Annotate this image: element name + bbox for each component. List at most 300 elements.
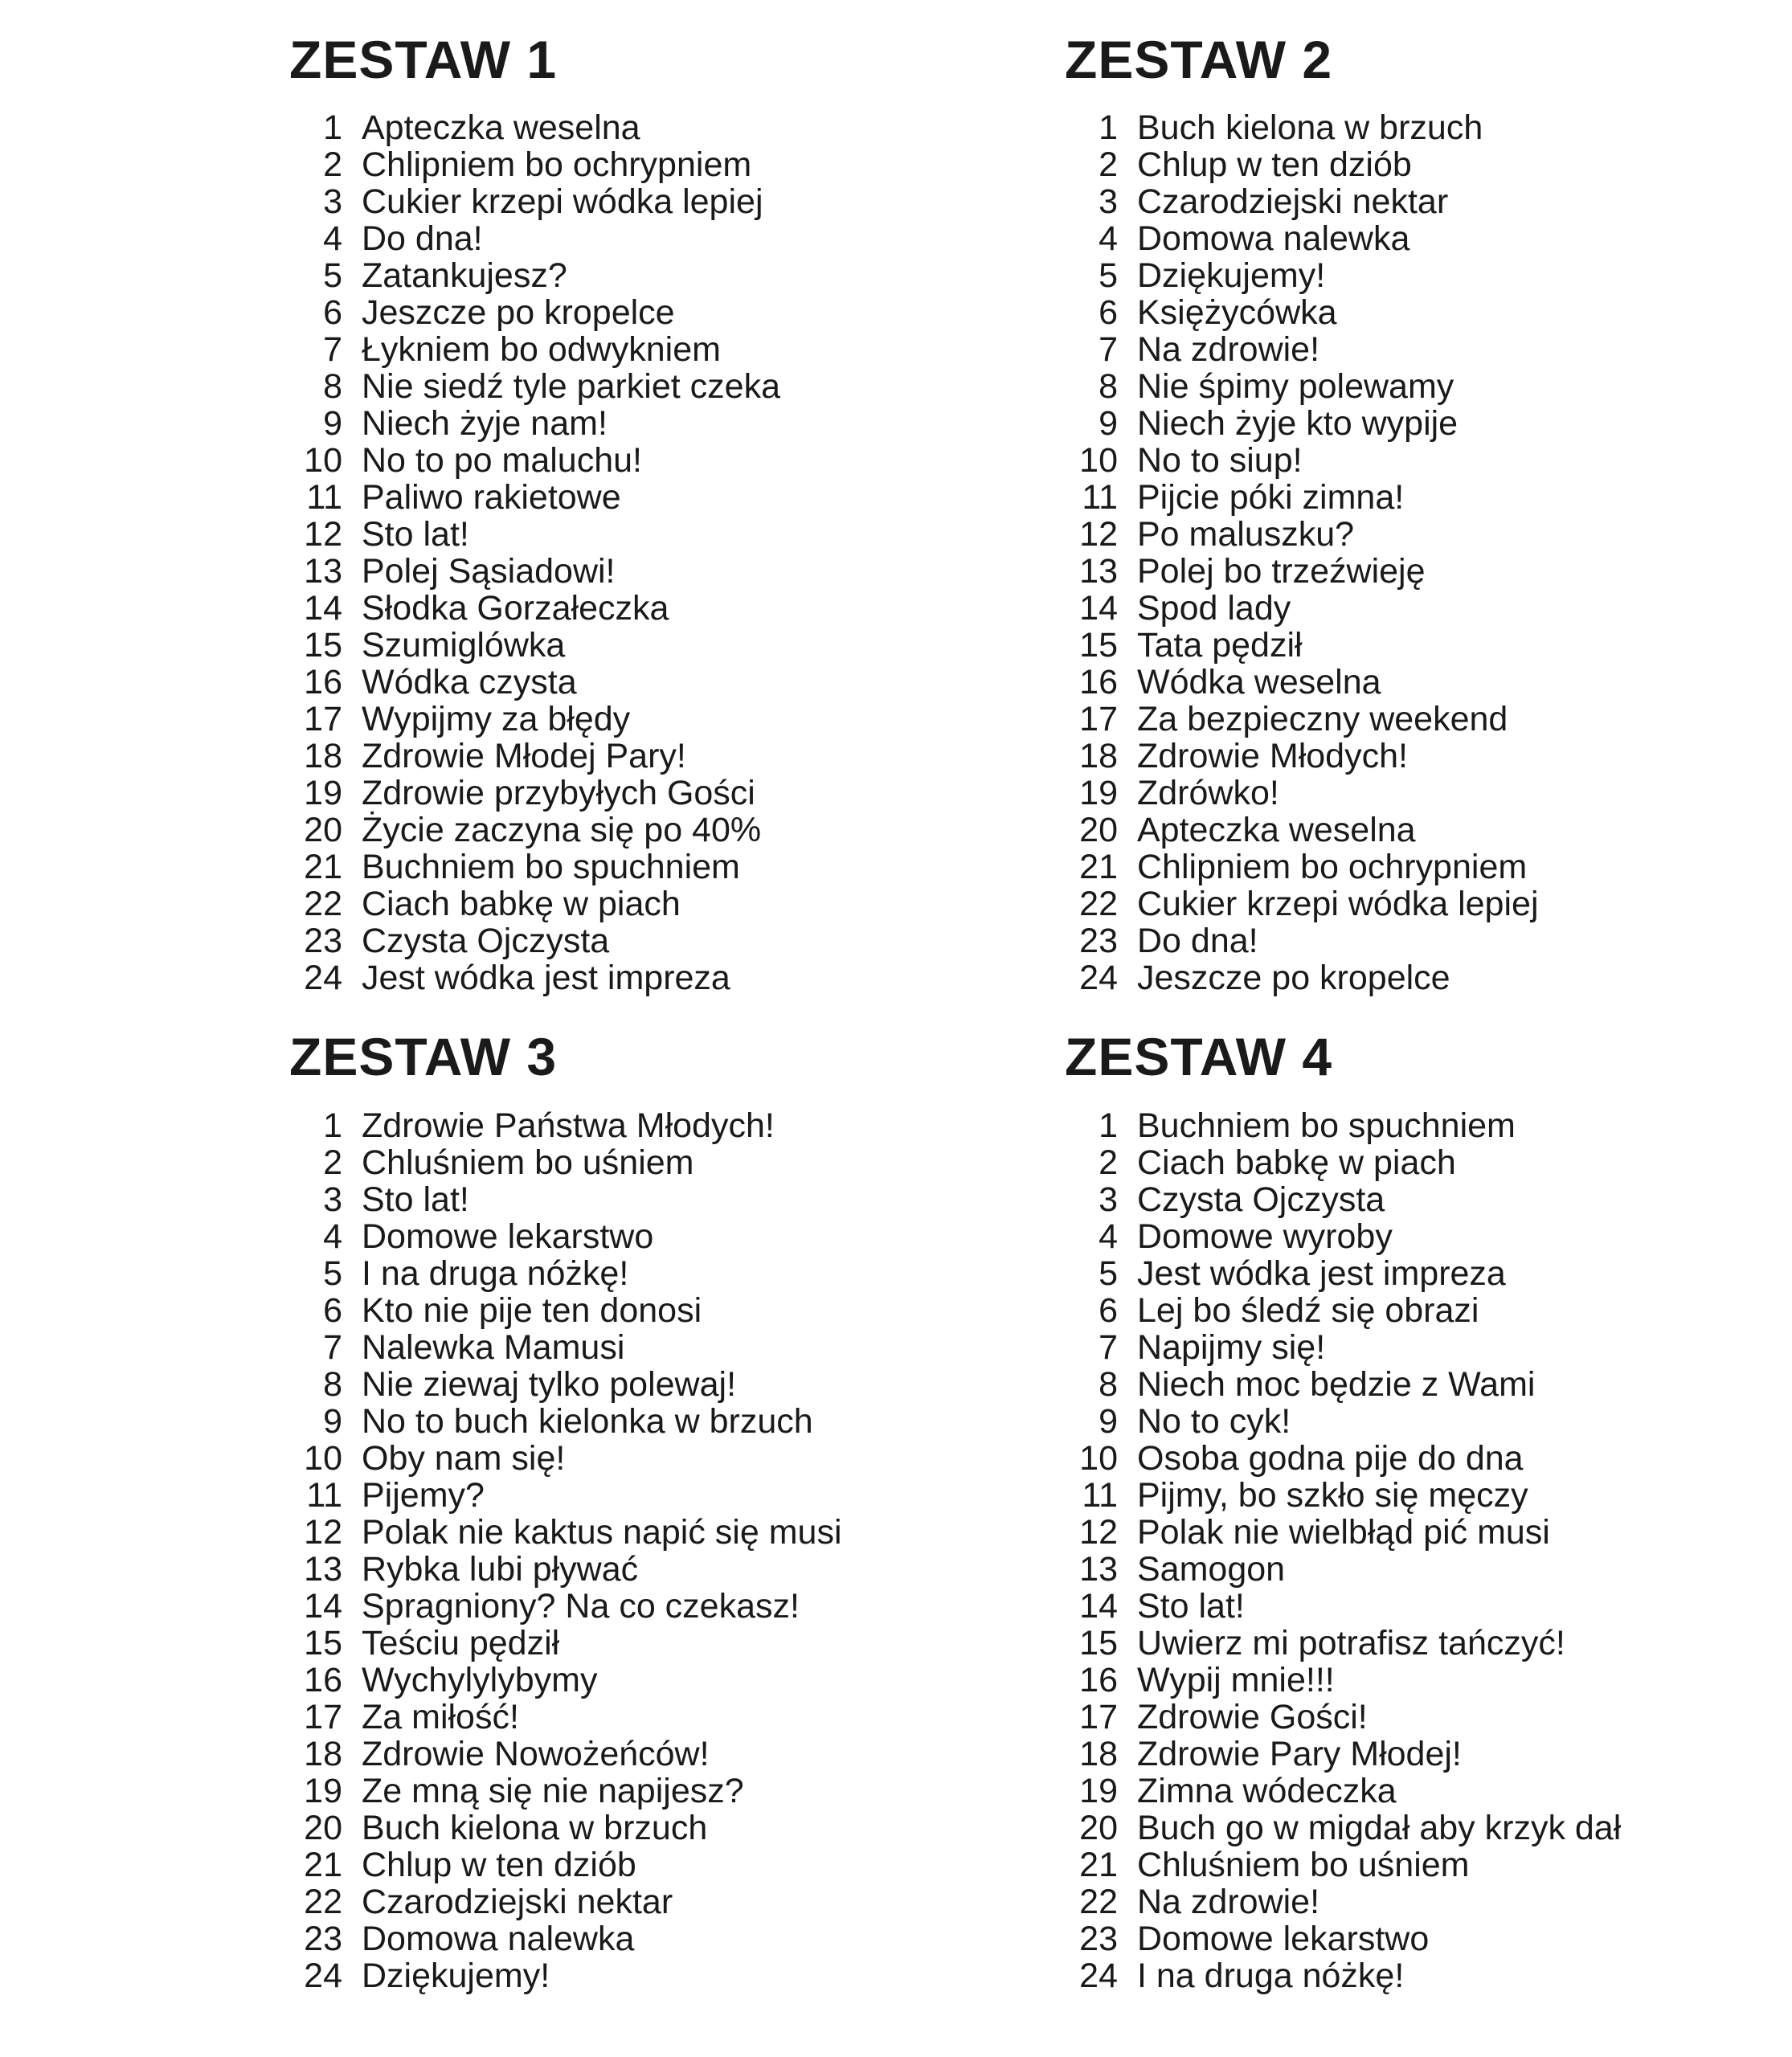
item-number: 19	[1079, 1771, 1118, 1810]
item-label: Nie siedź tyle parkiet czeka	[362, 367, 780, 407]
list-item	[289, 480, 896, 516]
item-number: 8	[1099, 1364, 1118, 1404]
item-number: 10	[1079, 1438, 1118, 1478]
list-item	[289, 1364, 896, 1404]
set-title-4: ZESTAW 4	[1065, 1027, 1333, 1087]
item-label: Uwierz mi potrafisz tańczyć!	[1137, 1623, 1565, 1662]
item-number: 4	[1099, 219, 1118, 259]
item-label: Niech moc będzie z Wami	[1137, 1364, 1536, 1404]
list-item	[1065, 591, 1736, 627]
item-label: Czarodziejski nektar	[1137, 182, 1449, 222]
item-number: 9	[1099, 404, 1118, 444]
item-number: 11	[1082, 478, 1118, 517]
item-number: 4	[323, 1217, 342, 1256]
item-number: 24	[304, 1956, 342, 1995]
item-label: Jeszcze po kropelce	[1137, 959, 1450, 998]
item-number: 20	[1079, 811, 1118, 850]
item-label: Kto nie pije ten donosi	[362, 1290, 702, 1330]
item-label: Chlup w ten dziób	[362, 1845, 636, 1884]
item-label: Zdrowie przybyłych Gości	[362, 774, 755, 813]
item-label: Domowe lekarstwo	[1137, 1919, 1430, 1958]
item-label: Buch kielona w brzuch	[362, 1808, 708, 1847]
list-item	[289, 738, 896, 775]
item-label: Rybka lubi pływać	[362, 1549, 639, 1589]
item-label: Zdrowie Państwa Młodych!	[362, 1106, 775, 1145]
list-item	[1065, 443, 1736, 479]
list-item	[289, 701, 896, 738]
list-item	[1065, 886, 1736, 922]
item-label: Niech żyje kto wypije	[1137, 404, 1459, 444]
item-label: No to buch kielonka w brzuch	[362, 1401, 813, 1441]
item-number: 22	[1079, 1882, 1118, 1921]
list-item	[289, 1253, 896, 1293]
list-item	[289, 1327, 896, 1367]
item-label: Zdrowie Młodych!	[1137, 737, 1408, 776]
item-label: Sto lat!	[362, 515, 469, 554]
item-label: Pijcie póki zimna!	[1137, 478, 1405, 517]
item-label: Spod lady	[1137, 589, 1291, 628]
list-item	[1065, 1364, 1736, 1404]
item-number: 15	[304, 626, 342, 665]
item-number: 3	[1099, 182, 1118, 222]
item-label: Zdrówko!	[1137, 774, 1279, 813]
item-number: 11	[306, 1475, 342, 1515]
item-number: 21	[304, 848, 342, 887]
item-label: Do dna!	[1137, 922, 1258, 961]
list-item	[289, 1290, 896, 1330]
list-item	[1065, 258, 1736, 294]
list-item	[289, 369, 896, 405]
list-item	[1065, 1108, 1736, 1144]
list-item	[1065, 1958, 1736, 1994]
item-number: 10	[304, 441, 342, 481]
list-item	[289, 1623, 896, 1662]
item-number: 15	[1079, 626, 1118, 665]
item-number: 12	[1079, 515, 1118, 554]
list-item	[289, 1586, 896, 1626]
list-item	[289, 1736, 896, 1773]
item-number: 13	[1079, 552, 1118, 591]
list-item	[289, 517, 896, 553]
set-list-4	[1065, 1108, 1736, 1994]
item-number: 1	[323, 108, 342, 148]
item-label: Apteczka weselna	[362, 108, 640, 148]
item-number: 2	[1099, 145, 1118, 185]
item-number: 16	[304, 1660, 342, 1699]
item-label: Za miłość!	[362, 1697, 519, 1736]
item-number: 11	[1082, 1475, 1118, 1515]
list-item	[289, 1884, 896, 1920]
item-label: Tata pędził	[1137, 626, 1303, 665]
item-label: Pijmy, bo szkło się męczy	[1137, 1475, 1528, 1515]
item-label: Czarodziejski nektar	[362, 1882, 673, 1921]
list-item	[289, 775, 896, 812]
set-list-2	[1065, 110, 1736, 996]
item-label: Wódka weselna	[1137, 663, 1381, 702]
item-label: Polak nie kaktus napić się musi	[362, 1512, 842, 1552]
item-number: 17	[1079, 1697, 1118, 1736]
list-item	[1065, 628, 1736, 664]
item-number: 5	[323, 1253, 342, 1293]
item-number: 22	[304, 885, 342, 924]
list-item	[289, 110, 896, 146]
list-item	[289, 406, 896, 442]
item-label: Polak nie wielbłąd pić musi	[1137, 1512, 1550, 1552]
item-label: Łykniem bo odwykniem	[362, 330, 721, 370]
set-list-3	[289, 1108, 896, 1994]
item-label: Jest wódka jest impreza	[362, 959, 730, 998]
set-panel-3	[56, 1029, 896, 1994]
list-item	[289, 1921, 896, 1957]
list-item	[1065, 849, 1736, 885]
list-item	[1065, 1921, 1736, 1957]
item-label: Jest wódka jest impreza	[1137, 1253, 1506, 1293]
item-number: 11	[306, 478, 342, 517]
set-panel-2	[896, 32, 1736, 997]
item-number: 12	[304, 515, 342, 554]
item-label: Buch kielona w brzuch	[1137, 108, 1483, 148]
item-number: 2	[323, 145, 342, 185]
item-number: 20	[304, 811, 342, 850]
list-item	[289, 221, 896, 257]
list-item	[289, 554, 896, 590]
list-item	[1065, 1549, 1736, 1589]
item-number: 13	[1079, 1549, 1118, 1589]
list-item	[1065, 1475, 1736, 1515]
item-label: Paliwo rakietowe	[362, 478, 621, 517]
item-label: Zimna wódeczka	[1137, 1771, 1397, 1810]
item-label: Oby nam się!	[362, 1438, 566, 1478]
item-number: 9	[323, 1401, 342, 1441]
item-label: Wypijmy za błędy	[362, 700, 631, 739]
list-item	[1065, 332, 1736, 368]
list-item	[289, 591, 896, 627]
list-item	[1065, 1290, 1736, 1330]
item-number: 16	[304, 663, 342, 702]
item-number: 15	[1079, 1623, 1118, 1662]
item-label: I na druga nóżkę!	[362, 1253, 629, 1293]
item-number: 16	[1079, 663, 1118, 702]
item-label: Za bezpieczny weekend	[1137, 700, 1508, 739]
item-number: 18	[1079, 737, 1118, 776]
item-label: Apteczka weselna	[1137, 811, 1416, 850]
item-number: 17	[304, 1697, 342, 1736]
item-number: 3	[323, 182, 342, 222]
item-label: Nie śpimy polewamy	[1137, 367, 1454, 407]
item-number: 17	[304, 700, 342, 739]
item-number: 7	[323, 1327, 342, 1367]
set-title-3: ZESTAW 3	[289, 1027, 558, 1087]
item-label: Ciach babkę w piach	[362, 885, 681, 924]
item-label: Zatankujesz?	[362, 256, 567, 296]
set-list-1	[289, 110, 896, 996]
list-item	[1065, 147, 1736, 183]
list-item	[1065, 812, 1736, 849]
item-number: 10	[1079, 441, 1118, 481]
list-item	[1065, 1884, 1736, 1920]
item-label: Osoba godna pije do dna	[1137, 1438, 1524, 1478]
item-label: Sto lat!	[1137, 1586, 1245, 1626]
item-number: 18	[304, 737, 342, 776]
item-number: 19	[1079, 774, 1118, 813]
list-item	[289, 1773, 896, 1810]
list-item	[1065, 295, 1736, 331]
item-label: Wypij mnie!!!	[1137, 1660, 1335, 1699]
item-label: Domowa nalewka	[1137, 219, 1410, 259]
list-item	[1065, 1586, 1736, 1626]
item-label: No to siup!	[1137, 441, 1303, 481]
list-item	[1065, 369, 1736, 405]
item-number: 13	[304, 552, 342, 591]
list-item	[1065, 1773, 1736, 1810]
item-label: Wódka czysta	[362, 663, 577, 702]
item-label: Ciach babkę w piach	[1137, 1143, 1456, 1182]
item-number: 10	[304, 1438, 342, 1478]
item-label: Buch go w migdał aby krzyk dał	[1137, 1808, 1622, 1847]
list-item	[1065, 1145, 1736, 1181]
item-label: Życie zaczyna się po 40%	[362, 811, 762, 850]
list-item	[289, 1475, 896, 1515]
item-number: 8	[323, 367, 342, 407]
item-number: 15	[304, 1623, 342, 1662]
item-number: 13	[304, 1549, 342, 1589]
list-item	[1065, 221, 1736, 257]
item-number: 21	[1079, 1845, 1118, 1884]
item-label: Zdrowie Młodej Pary!	[362, 737, 686, 776]
item-number: 6	[323, 1290, 342, 1330]
list-item	[289, 1512, 896, 1552]
item-number: 18	[304, 1734, 342, 1773]
list-item	[1065, 184, 1736, 220]
item-label: Dziękujemy!	[1137, 256, 1326, 296]
item-label: Zdrowie Nowożeńców!	[362, 1734, 710, 1773]
list-item	[289, 960, 896, 996]
list-item	[289, 1438, 896, 1478]
list-item	[1065, 775, 1736, 812]
list-item	[289, 1699, 896, 1736]
item-number: 22	[1079, 885, 1118, 924]
item-label: Chlipniem bo ochrypniem	[362, 145, 752, 185]
list-item	[1065, 1847, 1736, 1883]
list-item	[1065, 1699, 1736, 1736]
item-number: 14	[1079, 589, 1118, 628]
item-label: No to cyk!	[1137, 1401, 1291, 1441]
list-item	[289, 147, 896, 183]
item-label: Słodka Gorzałeczka	[362, 589, 669, 628]
item-number: 2	[323, 1143, 342, 1182]
item-number: 16	[1079, 1660, 1118, 1699]
item-number: 7	[1099, 1327, 1118, 1367]
list-item	[289, 1810, 896, 1846]
item-number: 3	[1099, 1180, 1118, 1219]
item-number: 14	[304, 589, 342, 628]
list-item	[1065, 1623, 1736, 1662]
list-item	[1065, 960, 1736, 996]
list-item	[289, 1549, 896, 1589]
list-item	[289, 1662, 896, 1699]
item-number: 23	[1079, 922, 1118, 961]
list-item	[1065, 1401, 1736, 1441]
item-label: Szumiglówka	[362, 626, 566, 665]
item-number: 23	[1079, 1919, 1118, 1958]
item-label: Niech żyje nam!	[362, 404, 608, 444]
set-panel-1	[56, 32, 896, 997]
item-number: 12	[1079, 1512, 1118, 1552]
item-number: 23	[304, 922, 342, 961]
item-number: 19	[304, 1771, 342, 1810]
item-number: 8	[1099, 367, 1118, 407]
item-number: 20	[304, 1808, 342, 1847]
item-number: 22	[304, 1882, 342, 1921]
item-number: 1	[1099, 108, 1118, 148]
list-item	[289, 812, 896, 849]
item-label: Samogon	[1137, 1549, 1286, 1589]
item-label: No to po maluchu!	[362, 441, 642, 481]
item-label: Czysta Ojczysta	[362, 922, 610, 961]
item-label: Czysta Ojczysta	[1137, 1180, 1385, 1219]
item-number: 7	[323, 330, 342, 370]
list-item	[289, 628, 896, 664]
list-item	[289, 184, 896, 220]
item-label: Spragniony? Na co czekasz!	[362, 1586, 800, 1626]
item-number: 3	[323, 1180, 342, 1219]
set-title-1: ZESTAW 1	[289, 30, 558, 89]
item-number: 24	[1079, 1956, 1118, 1995]
list-item	[289, 1108, 896, 1144]
list-item	[289, 886, 896, 922]
item-label: Zdrowie Pary Młodej!	[1137, 1734, 1462, 1773]
list-item	[289, 295, 896, 331]
item-label: Teściu pędził	[362, 1623, 560, 1662]
list-item	[1065, 1219, 1736, 1255]
item-number: 21	[304, 1845, 342, 1884]
list-item	[289, 1145, 896, 1181]
list-item	[289, 443, 896, 479]
list-item	[1065, 1253, 1736, 1293]
set-title-2: ZESTAW 2	[1065, 30, 1333, 89]
item-label: Chluśniem bo uśniem	[362, 1143, 694, 1182]
item-label: Buchniem bo spuchniem	[1137, 1106, 1516, 1145]
item-label: Lej bo śledź się obrazi	[1137, 1290, 1479, 1330]
item-number: 2	[1099, 1143, 1118, 1182]
item-label: Na zdrowie!	[1137, 330, 1320, 370]
list-item	[289, 258, 896, 294]
item-label: Chluśniem bo uśniem	[1137, 1845, 1470, 1884]
list-item	[1065, 406, 1736, 442]
item-number: 4	[323, 219, 342, 259]
list-item	[289, 1219, 896, 1255]
item-label: Wychylylybymy	[362, 1660, 598, 1699]
list-item	[289, 923, 896, 959]
item-label: Napijmy się!	[1137, 1327, 1326, 1367]
item-label: Buchniem bo spuchniem	[362, 848, 740, 887]
item-number: 1	[1099, 1106, 1118, 1145]
list-item	[1065, 517, 1736, 553]
item-number: 24	[304, 959, 342, 998]
list-item	[1065, 738, 1736, 775]
item-number: 4	[1099, 1217, 1118, 1256]
item-label: Domowe wyroby	[1137, 1217, 1393, 1256]
list-item	[289, 1401, 896, 1441]
item-label: Pijemy?	[362, 1475, 485, 1515]
item-label: Na zdrowie!	[1137, 1882, 1320, 1921]
item-label: Nalewka Mamusi	[362, 1327, 625, 1367]
list-item	[289, 849, 896, 885]
list-item	[289, 1958, 896, 1994]
item-number: 9	[323, 404, 342, 444]
item-label: Cukier krzepi wódka lepiej	[362, 182, 763, 222]
list-item	[289, 665, 896, 701]
item-label: Ze mną się nie napijesz?	[362, 1771, 744, 1810]
item-number: 21	[1079, 848, 1118, 887]
item-number: 19	[304, 774, 342, 813]
item-number: 17	[1079, 700, 1118, 739]
item-number: 6	[1099, 293, 1118, 333]
item-number: 12	[304, 1512, 342, 1552]
item-label: Domowe lekarstwo	[362, 1217, 654, 1256]
list-item	[289, 1847, 896, 1883]
item-number: 5	[1099, 256, 1118, 296]
list-item	[1065, 701, 1736, 738]
list-item	[1065, 1662, 1736, 1699]
list-item	[1065, 1736, 1736, 1773]
item-number: 6	[1099, 1290, 1118, 1330]
item-label: Polej Sąsiadowi!	[362, 552, 616, 591]
item-number: 24	[1079, 959, 1118, 998]
item-label: Cukier krzepi wódka lepiej	[1137, 885, 1539, 924]
item-number: 20	[1079, 1808, 1118, 1847]
list-item	[1065, 1182, 1736, 1218]
item-number: 9	[1099, 1401, 1118, 1441]
item-number: 14	[304, 1586, 342, 1626]
list-item	[1065, 554, 1736, 590]
item-label: Księżycówka	[1137, 293, 1337, 333]
item-number: 5	[323, 256, 342, 296]
list-item	[289, 1182, 896, 1218]
list-item	[1065, 1810, 1736, 1846]
list-item	[1065, 923, 1736, 959]
item-number: 6	[323, 293, 342, 333]
item-number: 1	[323, 1106, 342, 1145]
item-label: Nie ziewaj tylko polewaj!	[362, 1364, 737, 1404]
item-number: 23	[304, 1919, 342, 1958]
list-item	[1065, 110, 1736, 146]
item-number: 8	[323, 1364, 342, 1404]
item-label: Chlipniem bo ochrypniem	[1137, 848, 1528, 887]
list-item	[1065, 1512, 1736, 1552]
item-label: I na druga nóżkę!	[1137, 1956, 1405, 1995]
item-number: 7	[1099, 330, 1118, 370]
list-item	[1065, 1327, 1736, 1367]
sets-grid	[56, 32, 1736, 1995]
item-number: 14	[1079, 1586, 1118, 1626]
item-label: Domowa nalewka	[362, 1919, 635, 1958]
item-label: Polej bo trzeźwieję	[1137, 552, 1426, 591]
set-panel-4	[896, 1029, 1736, 1994]
item-label: Zdrowie Gości!	[1137, 1697, 1368, 1736]
item-label: Dziękujemy!	[362, 1956, 550, 1995]
list-item	[1065, 665, 1736, 701]
item-label: Chlup w ten dziób	[1137, 145, 1412, 185]
item-number: 18	[1079, 1734, 1118, 1773]
list-item	[1065, 1438, 1736, 1478]
item-label: Po maluszku?	[1137, 515, 1355, 554]
list-item	[1065, 480, 1736, 516]
item-label: Do dna!	[362, 219, 483, 259]
item-label: Jeszcze po kropelce	[362, 293, 675, 333]
item-number: 5	[1099, 1253, 1118, 1293]
list-item	[289, 332, 896, 368]
